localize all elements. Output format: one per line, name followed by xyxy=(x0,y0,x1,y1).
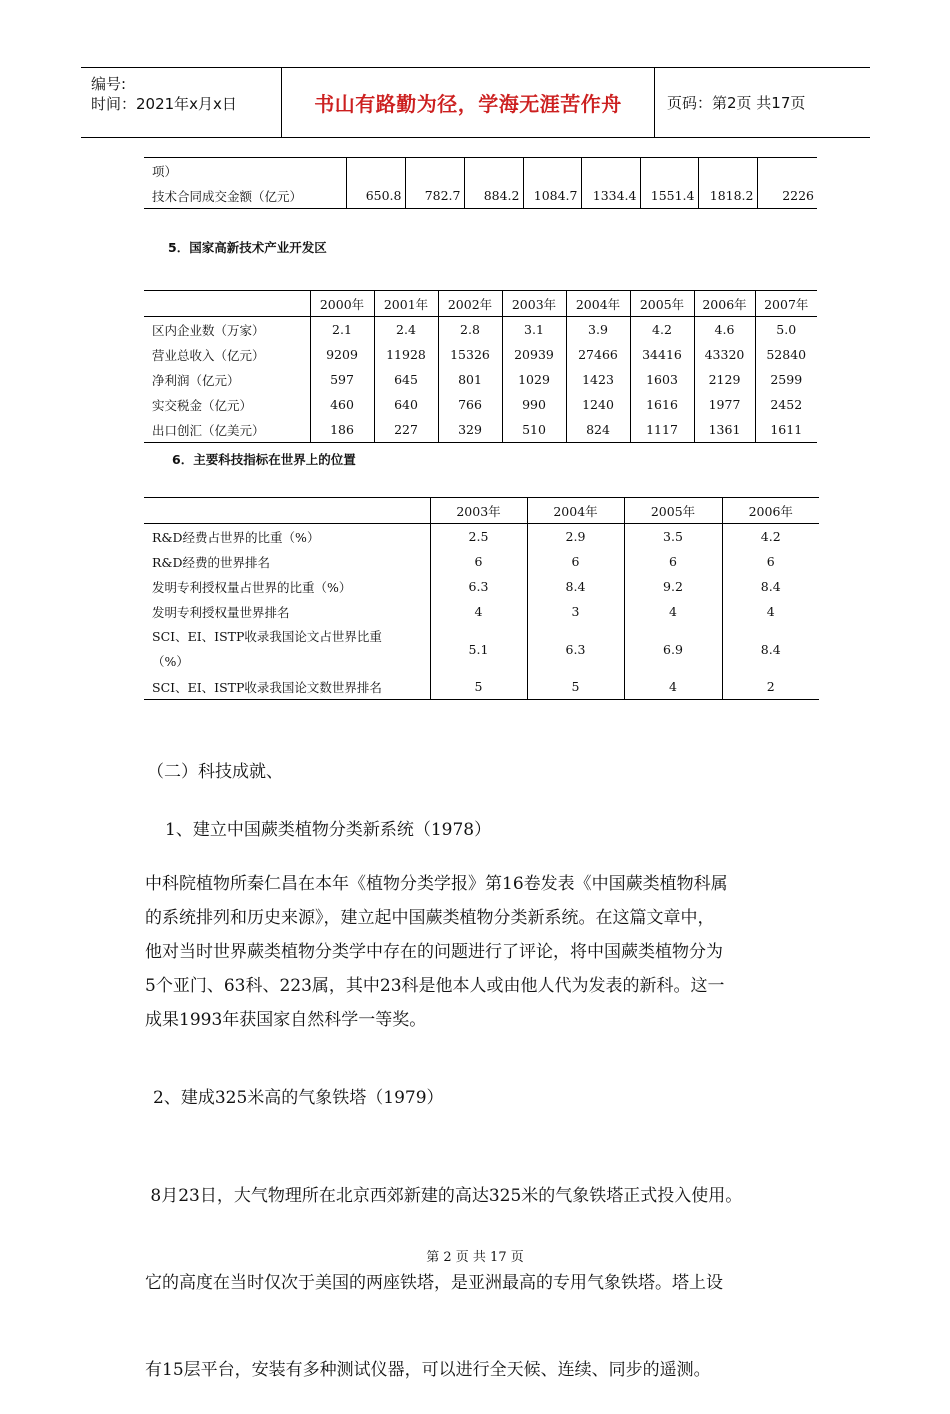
cell: 1240 xyxy=(566,392,630,417)
paragraph-line: 成果1993年获国家自然科学一等奖。 xyxy=(145,1010,427,1030)
table-row xyxy=(144,574,819,599)
page-footer: 第 2 页 共 17 页 xyxy=(426,1250,524,1265)
header-page-code: 页码：第2页 共17页 xyxy=(667,94,806,112)
row-label xyxy=(144,624,430,674)
doc-code-label: 编号: xyxy=(91,75,127,93)
header-page-cell xyxy=(655,68,870,137)
year-header: 2004年 xyxy=(566,291,630,317)
paragraph-line: 5个亚门、63科、223属，其中23科是他本人或由他人代为发表的新科。这一 xyxy=(145,976,725,996)
year-header: 2006年 xyxy=(694,291,755,317)
item2-paragraph xyxy=(145,1124,835,1414)
cell: 1603 xyxy=(630,367,694,392)
year-header: 2001年 xyxy=(374,291,438,317)
cell: 1977 xyxy=(694,392,755,417)
cell: 2.5 xyxy=(430,524,527,550)
cell: 1423 xyxy=(566,367,630,392)
row-label: 发明专利授权量占世界的比重（%） xyxy=(152,579,352,595)
cell: 1611 xyxy=(755,417,817,443)
cell: 9209 xyxy=(310,342,374,367)
row-label: 发明专利授权量世界排名 xyxy=(152,604,290,620)
cell: 5.1 xyxy=(430,624,527,674)
paragraph-line: 它的高度在当时仅次于美国的两座铁塔，是亚洲最高的专用气象铁塔。塔上设 xyxy=(145,1273,723,1293)
cell: 8.4 xyxy=(722,624,819,674)
paragraph-line: 8月23日，大气物理所在北京西郊新建的高达325米的气象铁塔正式投入使用。 xyxy=(145,1186,743,1206)
table-row xyxy=(144,417,817,443)
row-label: 出口创汇（亿美元） xyxy=(152,422,265,438)
table-row xyxy=(144,624,819,674)
row-label: R&D经费占世界的比重（%） xyxy=(152,529,320,545)
year-header: 2004年 xyxy=(527,498,624,524)
year-header: 2000年 xyxy=(310,291,374,317)
cell: 1334.4 xyxy=(581,183,640,209)
cell: 2.8 xyxy=(438,317,502,343)
cell: 43320 xyxy=(694,342,755,367)
row-label-line: （%） xyxy=(152,654,189,669)
cell: 766 xyxy=(438,392,502,417)
cell: 9.2 xyxy=(624,574,722,599)
cell: 645 xyxy=(374,367,438,392)
year-header: 2003年 xyxy=(430,498,527,524)
cell: 597 xyxy=(310,367,374,392)
cell: 15326 xyxy=(438,342,502,367)
cell: 1117 xyxy=(630,417,694,443)
cell: 1616 xyxy=(630,392,694,417)
cell: 2599 xyxy=(755,367,817,392)
year-header: 2005年 xyxy=(624,498,722,524)
cell: 650.8 xyxy=(346,183,405,209)
cell: 4 xyxy=(430,599,527,624)
table-header-row xyxy=(144,291,817,317)
cell: 990 xyxy=(502,392,566,417)
cell: 6 xyxy=(624,549,722,574)
row-label: 项） xyxy=(152,163,178,179)
achievements-heading: （二）科技成就、 xyxy=(147,762,283,782)
cell: 2129 xyxy=(694,367,755,392)
cell: 186 xyxy=(310,417,374,443)
row-label: 营业总收入（亿元） xyxy=(152,347,265,363)
table-row xyxy=(144,549,819,574)
cell: 2226 xyxy=(757,183,817,209)
cell: 8.4 xyxy=(722,574,819,599)
cell: 329 xyxy=(438,417,502,443)
table-hightech-zones xyxy=(144,290,817,443)
cell: 52840 xyxy=(755,342,817,367)
table-row xyxy=(144,183,817,209)
cell: 3 xyxy=(527,599,624,624)
table-row xyxy=(144,599,819,624)
doc-date-label: 时间：2021年x月x日 xyxy=(91,95,237,113)
cell: 11928 xyxy=(374,342,438,367)
header-info-cell xyxy=(81,68,282,137)
row-label: 净利润（亿元） xyxy=(152,372,240,388)
paragraph-line: 有15层平台，安装有多种测试仪器，可以进行全天候、连续、同步的遥测。 xyxy=(145,1360,711,1380)
cell: 6 xyxy=(430,549,527,574)
year-header: 2002年 xyxy=(438,291,502,317)
cell: 4 xyxy=(624,674,722,700)
table-row xyxy=(144,317,817,343)
paragraph-line: 中科院植物所秦仁昌在本年《植物分类学报》第16卷发表《中国蕨类植物科属 xyxy=(145,874,728,894)
cell: 4.2 xyxy=(630,317,694,343)
section-6-title: 6．主要科技指标在世界上的位置 xyxy=(172,452,356,467)
paragraph-line: 的系统排列和历史来源》，建立起中国蕨类植物分类新系统。在这篇文章中， xyxy=(145,908,715,928)
cell: 4 xyxy=(624,599,722,624)
year-header: 2005年 xyxy=(630,291,694,317)
cell: 34416 xyxy=(630,342,694,367)
cell: 510 xyxy=(502,417,566,443)
cell: 1551.4 xyxy=(640,183,698,209)
cell: 1029 xyxy=(502,367,566,392)
cell: 640 xyxy=(374,392,438,417)
table-row xyxy=(144,524,819,550)
paragraph-line: 他对当时世界蕨类植物分类学中存在的问题进行了评论，将中国蕨类植物分为 xyxy=(145,942,723,962)
cell: 2 xyxy=(722,674,819,700)
cell: 3.1 xyxy=(502,317,566,343)
item1-heading: 1、建立中国蕨类植物分类新系统（1978） xyxy=(165,820,492,840)
page-header xyxy=(81,67,870,138)
cell: 2.1 xyxy=(310,317,374,343)
cell: 3.5 xyxy=(624,524,722,550)
cell: 6 xyxy=(527,549,624,574)
cell: 6.9 xyxy=(624,624,722,674)
cell: 27466 xyxy=(566,342,630,367)
cell: 5 xyxy=(430,674,527,700)
cell: 2.4 xyxy=(374,317,438,343)
cell: 2452 xyxy=(755,392,817,417)
cell: 4 xyxy=(722,599,819,624)
table-row xyxy=(144,392,817,417)
year-header: 2007年 xyxy=(755,291,817,317)
cell: 1818.2 xyxy=(698,183,757,209)
cell: 782.7 xyxy=(405,183,464,209)
table-row xyxy=(144,674,819,700)
cell: 4.6 xyxy=(694,317,755,343)
cell: 801 xyxy=(438,367,502,392)
cell: 8.4 xyxy=(527,574,624,599)
table-header-row xyxy=(144,498,819,524)
cell: 4.2 xyxy=(722,524,819,550)
row-label: R&D经费的世界排名 xyxy=(152,554,271,570)
table-row xyxy=(144,367,817,392)
cell: 6.3 xyxy=(527,624,624,674)
cell: 3.9 xyxy=(566,317,630,343)
cell: 5.0 xyxy=(755,317,817,343)
cell: 5 xyxy=(527,674,624,700)
year-header: 2003年 xyxy=(502,291,566,317)
row-label-line: SCI、EI、ISTP收录我国论文占世界比重 xyxy=(152,629,382,644)
table-world-indicators xyxy=(144,497,819,700)
header-motto-cell xyxy=(282,68,655,137)
row-label: 技术合同成交金额（亿元） xyxy=(152,188,303,204)
item2-heading: 2、建成325米高的气象铁塔（1979） xyxy=(153,1088,444,1108)
cell: 2.9 xyxy=(527,524,624,550)
row-label: SCI、EI、ISTP收录我国论文数世界排名 xyxy=(152,679,382,695)
cell: 6 xyxy=(722,549,819,574)
row-label: 实交税金（亿元） xyxy=(152,397,253,413)
cell: 6.3 xyxy=(430,574,527,599)
table-row xyxy=(144,342,817,367)
section-5-title: 5．国家高新技术产业开发区 xyxy=(168,240,327,255)
item1-paragraph xyxy=(145,867,825,1037)
year-header: 2006年 xyxy=(722,498,819,524)
row-label: 区内企业数（万家） xyxy=(152,322,265,338)
cell: 20939 xyxy=(502,342,566,367)
table-row xyxy=(144,158,817,184)
cell: 884.2 xyxy=(464,183,523,209)
cell: 1084.7 xyxy=(523,183,581,209)
cell: 824 xyxy=(566,417,630,443)
cell: 460 xyxy=(310,392,374,417)
cell: 227 xyxy=(374,417,438,443)
table-tech-contracts xyxy=(144,157,817,209)
header-motto: 书山有路勤为径，学海无涯苦作舟 xyxy=(314,92,622,116)
cell: 1361 xyxy=(694,417,755,443)
